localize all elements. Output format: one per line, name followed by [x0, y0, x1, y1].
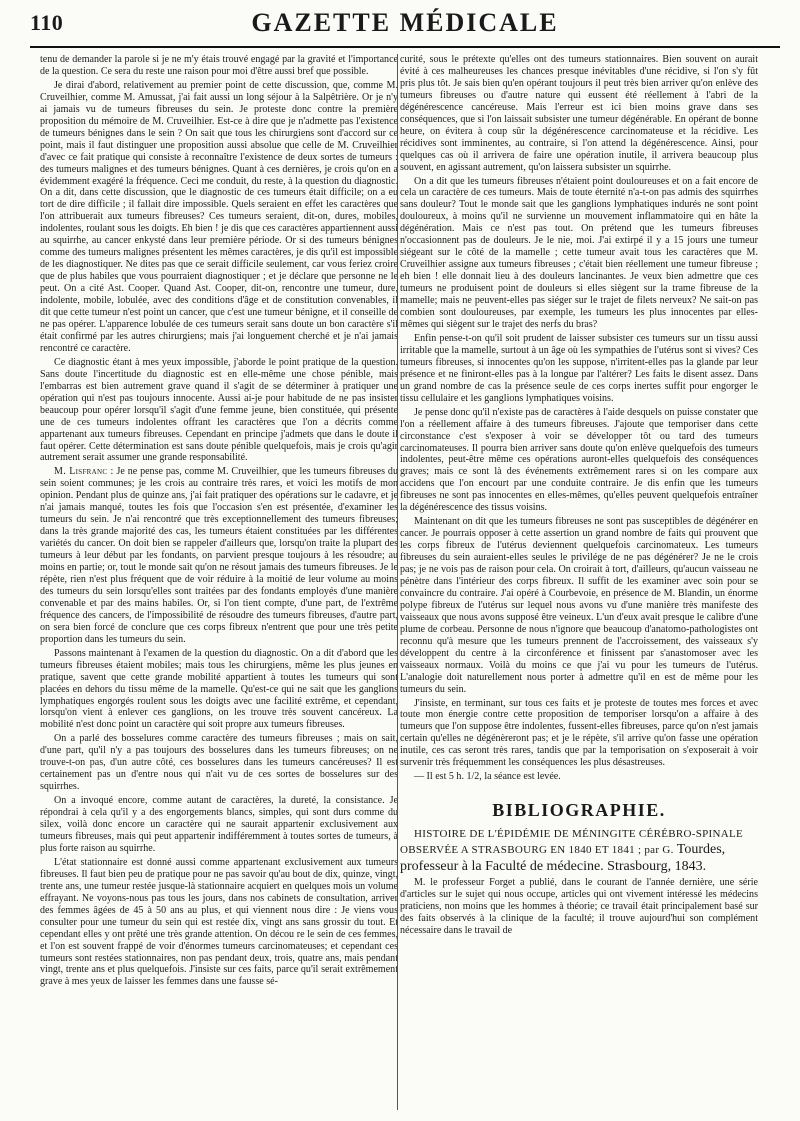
paragraph: On a invoqué encore, comme autant de caractères, la dureté, la consistance. Je répondrai à cela qu'il y a des engorgements blancs, simples, qui sont durs comme du silex, voilà donc encore un caractère qui ne saurait appartenir exclusivement aux tumeurs fibreuses, mais qui peut appartenir indifféremment à toutes sortes de tumeurs, à plus forte raison au squirrhe.: [40, 795, 398, 854]
paragraph: On a dit que les tumeurs fibreuses n'étaient point douloureuses et on a fait encore de cela un caractère de ces tumeurs. Mais de toute éternité n'a-t-on pas admis des squirrhes sans douleur? Tout le monde sait que les ganglions lymphatiques indurés ne sont point douloureux, à moins qu'il ne survienne un mouvement inflammatoire qui en hâte la dégénération. Mais ce n'est pas tout. On prétend que les tumeurs fibreuses n'occasionnent pas de douleurs. Je le nie, moi. J'ai extirpé il y a 15 jours une tumeur siégeant sur le côté de la mamelle ; cette tumeur avait tous les caractères que M. Cruveilhier assigne aux tumeurs fibreuses ; c'était bien réellement une tumeur fibreuse ; eh bien ! elle donnait lieu à des douleurs lancinantes. Je veux bien admettre que ces tumeurs ne produisent point de douleurs si elles siègent sur la trame fibreuse de la mamelle; mais ne peuvent-elles pas siéger sur le trajet de filets nerveux? Ne sait-on pas combien sont douloureuses, par exemple, les tumeurs les plus innocentes par elles-mêmes qui siègent sur le trajet des nerfs du bras?: [400, 175, 758, 330]
speaker-name: M. Lisfranc :: [54, 466, 114, 478]
book-title-line2: Tourdes, professeur à la Faculté de médecine. Strasbourg, 1843.: [400, 842, 726, 875]
bibliography-heading: BIBLIOGRAPHIE.: [492, 800, 666, 821]
right-column: [400, 54, 758, 1114]
paragraph: L'état stationnaire est donné aussi comme appartenant exclusivement aux tumeurs fibreuses. Il faut bien peu de pratique pour ne pas savoir qu'au bout de dix, quinze, vingt, trente ans, une tumeur restée jusque-là stationnaire acquiert en quelques mois un volume effrayant. Ne voyons-nous pas tous les jours, dans nos cabinets de consultation, arriver des femmes âgées de 45 à 50 ans au plus, et qui viennent nous dire : Je viens vous consulter pour une tumeur du sein qui est restée dix, vingt ans sans grossir du tout. Et cependant elles y ont prêté une très grande attention. On décou re le sein de ces femmes, et l'on est souvent frappé de voir d'énormes tumeurs carcinomateuses; et cependant ces tumeurs sont restées stationnaires, non pas pendant deux, trois, quatre ans, mais pendant vingt, trente ans et plus quelquefois. J'insiste sur ces faits, parce qu'il serait extrêmement grave à mes yeux de laisser les femmes dans une fausse sé-: [40, 856, 398, 988]
paragraph: tenu de demander la parole si je ne m'y étais trouvé engagé par la gravité et l'importance de la question. Ce sera du reste une raison pour moi d'être aussi bref que possible.: [40, 54, 398, 77]
left-column: [40, 54, 398, 1114]
paragraph: Maintenant on dit que les tumeurs fibreuses ne sont pas susceptibles de dégénérer en cancer. Je pourrais opposer à cette assertion un grand nombre de faits qui prouvent que les corps fibreux de l'utérus deviennent quelquefois carcinomateux. Les tumeurs fibreuses du sein auraient-elles seules le privilége de ne pas dégénérer? Je ne le crois pas; je ne vois pas de raison pour cela. On croirait à tort, d'ailleurs, qu'aucun vaisseau ne pénètre dans l'intérieur des corps fibreux. Il suffit de les examiner avec soin pour se convaincre du contraire. J'ai opéré à Courbevoie, en présence de M. Blandin, un énorme polype fibreux de l'utérus sur lequel nous avons vu d'une manière très manifeste des vaisseaux que nous avons supposé être veineux. L'un d'eux avait presque le calibre d'une plume de corbeau. Personne de nous n'ignore que beaucoup d'anatomo-pathologistes ont reconnu qu'à mesure que les tumeurs prennent de l'accroissement, des vaisseaux s'y développent du centre à la circonférence et finissent par s'anastomoser avec les vaisseaux normaux. Voilà du moins ce que j'ai vu pour les tumeurs de l'utérus. L'analogie doit naturellement nous porter à admettre qu'il en est de même pour les tumeurs du sein.: [400, 516, 758, 695]
page-header: [30, 8, 780, 44]
paragraph: Je pense donc qu'il n'existe pas de caractères à l'aide desquels on puisse constater que l'on a réellement affaire à des tumeurs fibreuses. J'ajoute que temporiser dans cette circonstance c'est s'exposer à voir se développer tôt ou tard des tumeurs carcinomateuses. Il pourra bien arriver sans doute qu'on enlève quelquefois des tumeurs indolentes, peut-être même ces opérations auront-elles quelquefois des conséquences graves; mais ce sont là des événements extrêmement rares si on les compare aux accidens que l'on encourt par une conduite contraire. Je dis enfin que les tumeurs fibreuses ne sont pas innocentes en elles-mêmes, qu'elles peuvent quelquefois entraîner la dégénérescence des tissus voisins.: [400, 406, 758, 514]
session-closing: — Il est 5 h. 1/2, la séance est levée.: [414, 771, 561, 783]
paragraph: Enfin pense-t-on qu'il soit prudent de laisser subsister ces tumeurs sur un tissu aussi irritable que la mamelle, surtout à un âge où les sympathies de l'utérus sont si vives? Ces tumeurs fibreuses, si innocentes qu'on les suppose, n'irritent-elles pas la glande par leur présence et ne finiront-elles pas à la longue par l'altérer? Les faits le disent assez. Dans un grand nombre de cas la présence seule de ces corps inertes suffit pour engorger le tissu cellulaire et les ganglions lymphatiques voisins.: [400, 332, 758, 404]
paragraph: M. le professeur Forget a publié, dans le courant de l'année dernière, une série d'articles sur le sujet qui nous occupe, articles qui ont vivement intéressé les médecins praticiens, non moins que les hommes à théorie; ce travail était principalement basé sur des faits observés à la clinique de la faculté; il trouve aujourd'hui son complément nécessaire dans le travail de: [400, 877, 758, 936]
paragraph-text: Je ne pense pas, comme M. Cruveilhier, que les tumeurs fibreuses du sein soient communes; je les crois au contraire très rares, et voici les motifs de mon opinion. Pendant plus de quinze ans, j'ai fait pratiquer des opérations sur le cadavre, et je n'ai jamais manqué, toutes les fois que l'occasion s'en est présentée, d'examiner les tumeurs du sein. Je n'ai rencontré que très exceptionnellement des tumeurs fibreuses; dans la très grande majorité des cas, les tumeurs étaient constituées par les différentes variétés du cancer. On doit bien se rappeler d'ailleurs que, lorsqu'on traite la plupart des tumeurs à leur début par les fondants, on parvient presque toujours à les résoudre; au moins en partie; or, tout le monde sait qu'on ne résout jamais des tumeurs fibreuses. Je le répète, rien n'est plus fréquent que de voir réduire à la moitié de leur volume au moins des tumeurs du sein lorsqu'elles sont traitées par des fondants employés d'une manière convenable et par des mains habiles. Or, si l'on tient compte, d'une part, de l'extrême fréquence des cancers, de l'impossibilité de résoudre des tumeurs fibreuses, d'autre part, on sera bien forcé de conclure que ces corps fibreux n'entrent que pour une très petite proportion dans les tumeurs du sein.: [40, 466, 398, 645]
paragraph: [40, 466, 398, 645]
paragraph: Je dirai d'abord, relativement au premier point de cette discussion, que, comme M. Cruveilhier, comme M. Amussat, j'ai fait aussi un long séjour à la Salpêtrière. Or je n'y ai jamais vu de tumeurs fibreuses du sein. Je proteste donc contre la première proposition du mémoire de M. Cruveilhier. Est-ce à dire que je n'admette pas l'existence de tumeurs bénignes dans le sein ? On sait que tous les chirurgiens sont d'accord sur ce point, mais il faut distinguer une proposition aussi absolue que celle de M. Cruveilhier d'avec ce fait pratique qui consiste à reconnaître l'existence de deux sortes de tumeurs : des tumeurs malignes et des tumeurs bénignes. Quant à ces dernières, je crois qu'on en a évidemment exagéré la fréquence. Ceci me conduit, du reste, à la question du diagnostic. On a dit, dans cette discussion, que le diagnostic de ces tumeurs était difficile; on a eu tort de dire difficile ; il fallait dire impossible. Quels seraient en effet les caractères que l'on attribuerait aux tumeurs fibreuses? Ces tumeurs seraient, dit-on, dures, mobiles, indolentes, roulant sous les doigts. Eh bien ! je dis que ces caractères appartiennent aussi au squirrhe, au cancer enkysté dans leur première période. Or si des tumeurs bénignes comme des tumeurs malignes présentent les mêmes caractères, je dis qu'il est impossible de les diagnostiquer. Ne dites pas que ce serait difficile seulement, car vous feriez croire que de plus habiles que vous pourraient diagnostiquer ; et je déclare que personne ne le peut. On a cité Ast. Cooper. Quand Ast. Cooper, dit-on, rencontre une tumeur, dure, indolente, mobile, lobulée, avec des conditions d'âge et de constitution convenables, il dit que cette tumeur n'est point un cancer, que c'est une tumeur bénigne, et il conseille de ne pas opérer. L'apparence lobulée de ces tumeurs serait sans doute un bon caractère s'il était confirmé par les autres chirurgiens; mais j'ai longuement cherché et je n'ai jamais rencontré ce caractère.: [40, 79, 398, 354]
column-divider: [397, 54, 398, 1110]
page-number: 110: [30, 10, 64, 35]
paragraph: Passons maintenant à l'examen de la question du diagnostic. On a dit d'abord que les tumeurs fibreuses étaient mobiles; mais tous les chirurgiens, même les plus jeunes en pratique, savent que cette grande mobilité appartient à toutes les tumeurs qui sont placées en dehors du tissu même de la mamelle. Qu'est-ce qui ne sait que les ganglions lymphatiques engorgés roulent sous les doigts avec une facilité extrême, et cependant, lorsqu'on vient à enlever ces ganglions, on les trouve très souvent cancéreux. La mobilité n'est donc point un caractère qui soit propre aux tumeurs fibreuses.: [40, 647, 398, 731]
book-title: [400, 827, 758, 875]
paragraph: On a parlé des bosselures comme caractère des tumeurs fibreuses ; mais on sait, d'une part, qu'il n'y a pas toujours des bosselures dans les tumeurs fibreuses; on ne trouve-t-on pas, d'un autre côté, ces bosselures dans les tumeurs cancéreuses? Il est certainement pas un d'entre nous qui n'ait vu de ces sortes de bosselures sur des squirrhes.: [40, 733, 398, 793]
paragraph: J'insiste, en terminant, sur tous ces faits et je proteste de toutes mes forces et avec toute mon énergie contre cette proposition de temporiser lorsqu'on a affaire à des tumeurs que l'on suppose être indolentes, fussent-elles fibreuses, parce qu'on n'est jamais certain qu'elles ne dégénèreront pas; et je le répète, s'il arrive qu'on fasse une opération inutile, ces cas seront très rares, tandis que par la temporisation on s'exposerait à voir survenir très fréquemment les conséquences les plus désastreuses.: [400, 697, 758, 769]
header-rule: [30, 46, 780, 48]
paragraph: curité, sous le prétexte qu'elles ont des tumeurs stationnaires. Bien souvent on aurait évité à ces malheureuses les chances presque inévitables d'une récidive, si l'on s'y fût pris plus tôt. Je sais bien qu'en opérant toujours il peut très bien arriver qu'on enlève des tumeurs fibreuses ou d'autre nature qui eussent été réellement à l'abri de la dégénérescence cancéreuse. Mais l'erreur est ici bien moins grave dans ses conséquences, que si l'on laissait subsister une tumeur dégénérable. En opérant de bonne heure, on évitera à coup sûr la dégénérescence carcinomateuse et la récidive. Les récidives sont imminentes, au contraire, si l'on attend la dégénérescence. Ainsi, pour quelques cas où il arrivera de faire une opération inutile, il arrivera beaucoup plus souvent, en agissant autrement, qu'on laissera subsister un squirrhe.: [400, 54, 758, 173]
journal-title: GAZETTE MÉDICALE: [251, 8, 559, 37]
paragraph: Ce diagnostic étant à mes yeux impossible, j'aborde le point pratique de la question. Sans doute l'incertitude du diagnostic est en elle-même une chose pénible, mais l'embarras est bien autrement grave quand il s'agit de se déterminer à pratiquer une opération qui n'est pas toujours innocente. Aussi ai-je pour habitude de ne pas insister beaucoup pour opérer lorsqu'il s'agit d'une femme jeune, bien constituée, qui présente une de ces tumeurs indolentes offrant les caractères que l'on a décrits comme appartenant aux tumeurs fibreuses. Cependant en principe j'admets que dans le doute il faut opérer. Cette détermination est sans doute pénible quelquefois, mais je crois qu'agir autrement serait assumer une grande responsabilité.: [40, 356, 398, 464]
book-title-line1: HISTOIRE DE L'ÉPIDÉMIE DE MÉNINGITE CÉRÉBRO-SPINALE OBSERVÉE A STRASBOURG EN 1840 ET 1841 ; par G.: [400, 828, 744, 857]
